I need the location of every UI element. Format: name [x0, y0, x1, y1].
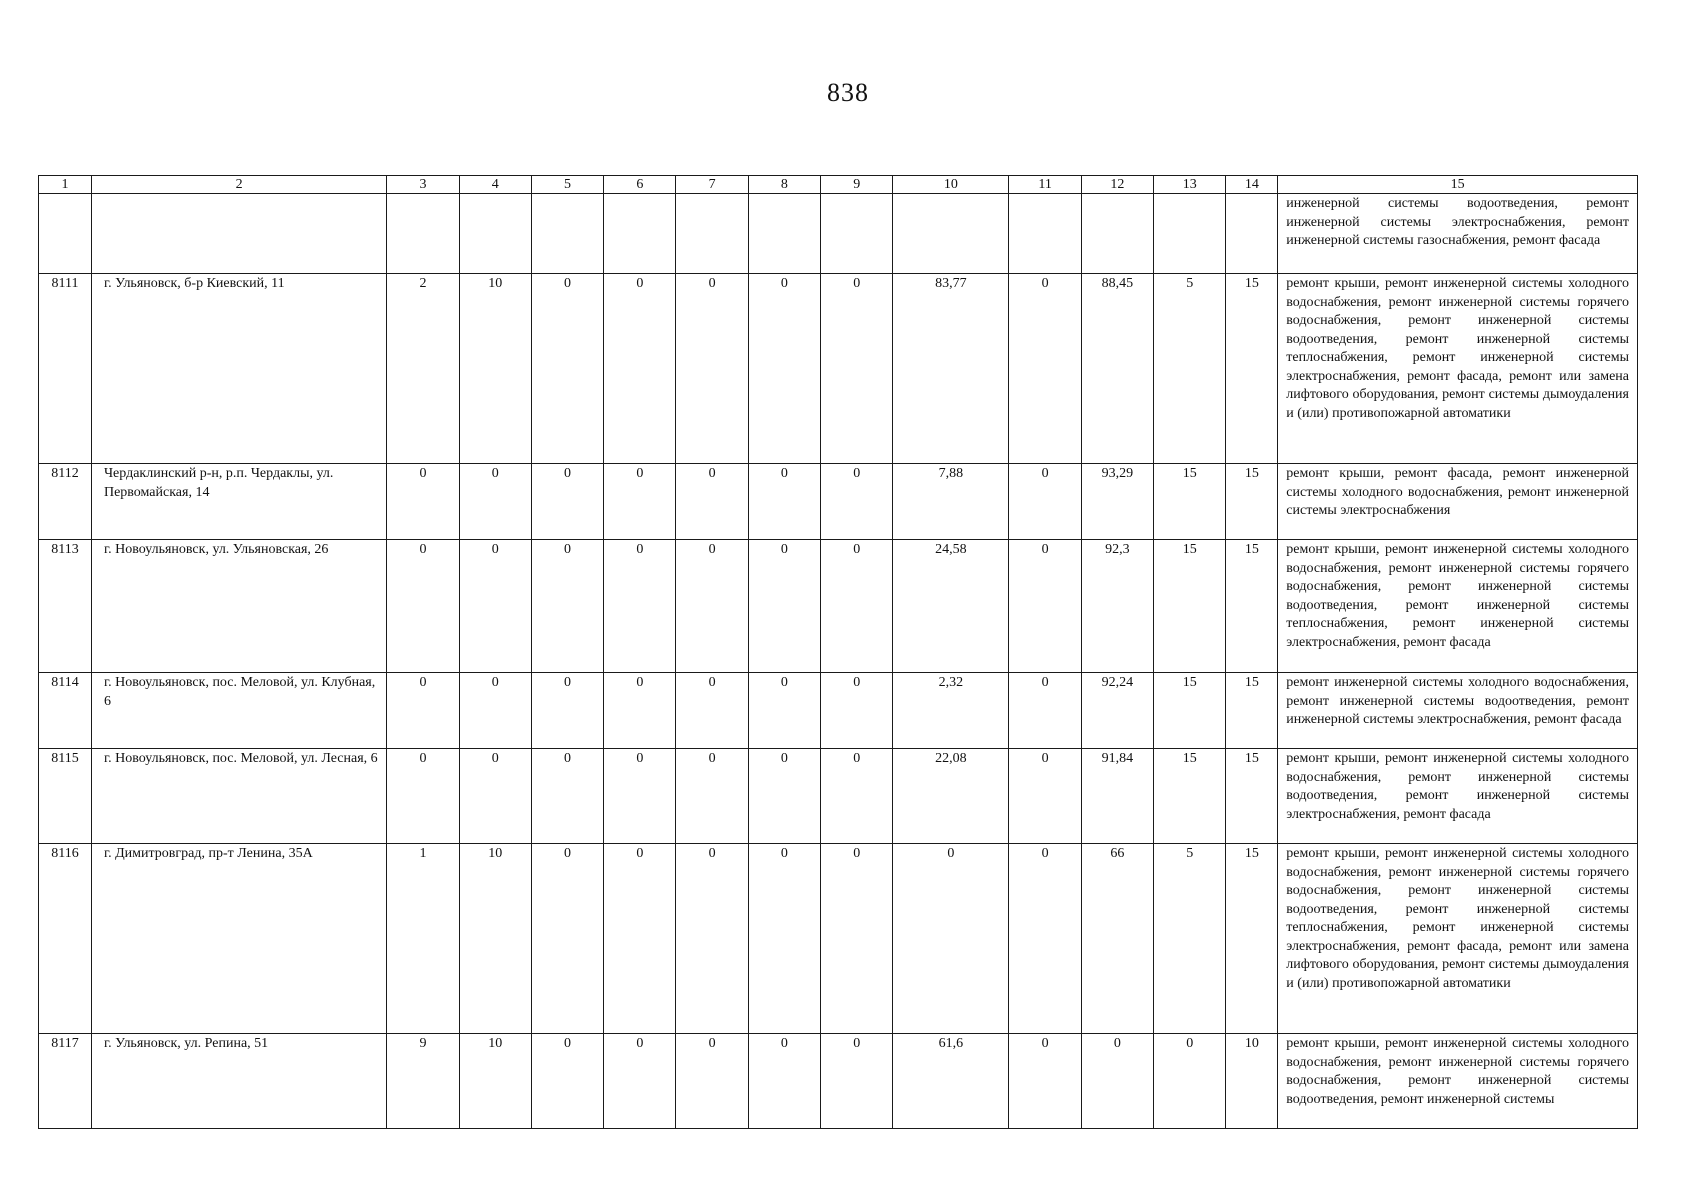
column-number-header: 15	[1278, 176, 1638, 194]
column-number-header: 8	[748, 176, 820, 194]
value-cell-col-13: 15	[1154, 673, 1226, 749]
repair-works-description-cell: ремонт крыши, ремонт инженерной системы холодного водоснабжения, ремонт инженерной системы горячего водоснабжения, ремонт инженерной системы водоотведения, ремонт инженерной системы теплоснабжения, ремонт инженерной системы электроснабжения, ремонт фасада	[1278, 540, 1638, 673]
value-cell-col-8: 0	[748, 749, 820, 844]
repair-program-table	[38, 175, 1638, 1129]
value-cell-col-7	[676, 194, 748, 274]
table-row	[39, 673, 1638, 749]
address-cell: г. Новоульяновск, пос. Меловой, ул. Лесная, 6	[91, 749, 386, 844]
column-number-header: 5	[531, 176, 603, 194]
value-cell-col-3	[387, 194, 459, 274]
table-row	[39, 194, 1638, 274]
value-cell-col-6: 0	[604, 673, 676, 749]
value-cell-col-14	[1226, 194, 1278, 274]
repair-works-description-cell: ремонт крыши, ремонт фасада, ремонт инженерной системы холодного водоснабжения, ремонт инженерной системы электроснабжения	[1278, 464, 1638, 540]
value-cell-col-6	[604, 194, 676, 274]
repair-works-description-cell: ремонт крыши, ремонт инженерной системы холодного водоснабжения, ремонт инженерной системы горячего водоснабжения, ремонт инженерной системы водоотведения, ремонт инженерной системы теплоснабжения, ремонт инженерной системы электроснабжения, ремонт фасада, ремонт или замена лифтового оборудования, ремонт системы дымоудаления и (или) противопожарной автоматики	[1278, 274, 1638, 464]
value-cell-col-6: 0	[604, 540, 676, 673]
value-cell-col-3: 0	[387, 464, 459, 540]
value-cell-col-6: 0	[604, 749, 676, 844]
value-cell-col-10: 22,08	[893, 749, 1009, 844]
value-cell-col-5	[531, 194, 603, 274]
column-number-header: 4	[459, 176, 531, 194]
value-cell-col-8: 0	[748, 1034, 820, 1129]
value-cell-col-5: 0	[531, 540, 603, 673]
address-cell: г. Новоульяновск, ул. Ульяновская, 26	[91, 540, 386, 673]
row-id-cell: 8111	[39, 274, 92, 464]
value-cell-col-10: 61,6	[893, 1034, 1009, 1129]
value-cell-col-13: 5	[1154, 274, 1226, 464]
column-number-header: 11	[1009, 176, 1081, 194]
value-cell-col-8: 0	[748, 274, 820, 464]
column-number-header: 12	[1081, 176, 1153, 194]
column-number-header: 9	[821, 176, 893, 194]
value-cell-col-9: 0	[821, 1034, 893, 1129]
value-cell-col-4: 10	[459, 1034, 531, 1129]
address-cell: Чердаклинский р-н, р.п. Чердаклы, ул. Первомайская, 14	[91, 464, 386, 540]
value-cell-col-7: 0	[676, 1034, 748, 1129]
value-cell-col-14: 15	[1226, 274, 1278, 464]
value-cell-col-11: 0	[1009, 274, 1081, 464]
table-row	[39, 749, 1638, 844]
value-cell-col-4	[459, 194, 531, 274]
value-cell-col-11: 0	[1009, 1034, 1081, 1129]
value-cell-col-13: 15	[1154, 540, 1226, 673]
row-id-cell: 8117	[39, 1034, 92, 1129]
value-cell-col-12: 66	[1081, 844, 1153, 1034]
value-cell-col-14: 15	[1226, 844, 1278, 1034]
row-id-cell: 8114	[39, 673, 92, 749]
value-cell-col-10: 7,88	[893, 464, 1009, 540]
value-cell-col-12: 88,45	[1081, 274, 1153, 464]
value-cell-col-3: 0	[387, 749, 459, 844]
value-cell-col-5: 0	[531, 673, 603, 749]
value-cell-col-9: 0	[821, 274, 893, 464]
value-cell-col-5: 0	[531, 844, 603, 1034]
value-cell-col-6: 0	[604, 464, 676, 540]
value-cell-col-12: 93,29	[1081, 464, 1153, 540]
address-cell: г. Ульяновск, ул. Репина, 51	[91, 1034, 386, 1129]
value-cell-col-12	[1081, 194, 1153, 274]
value-cell-col-8: 0	[748, 464, 820, 540]
address-cell	[91, 194, 386, 274]
value-cell-col-11: 0	[1009, 844, 1081, 1034]
value-cell-col-6: 0	[604, 274, 676, 464]
value-cell-col-9: 0	[821, 540, 893, 673]
row-id-cell: 8112	[39, 464, 92, 540]
value-cell-col-4: 0	[459, 673, 531, 749]
value-cell-col-8: 0	[748, 844, 820, 1034]
value-cell-col-14: 15	[1226, 673, 1278, 749]
table-row	[39, 844, 1638, 1034]
value-cell-col-13: 15	[1154, 749, 1226, 844]
value-cell-col-11: 0	[1009, 540, 1081, 673]
value-cell-col-6: 0	[604, 1034, 676, 1129]
repair-works-description-cell: ремонт крыши, ремонт инженерной системы холодного водоснабжения, ремонт инженерной системы горячего водоснабжения, ремонт инженерной системы водоотведения, ремонт инженерной системы	[1278, 1034, 1638, 1129]
column-number-header: 3	[387, 176, 459, 194]
row-id-cell: 8113	[39, 540, 92, 673]
value-cell-col-10: 0	[893, 844, 1009, 1034]
table-row	[39, 274, 1638, 464]
value-cell-col-4: 10	[459, 844, 531, 1034]
value-cell-col-7: 0	[676, 274, 748, 464]
column-number-header: 1	[39, 176, 92, 194]
value-cell-col-4: 0	[459, 540, 531, 673]
value-cell-col-12: 91,84	[1081, 749, 1153, 844]
address-cell: г. Новоульяновск, пос. Меловой, ул. Клубная, 6	[91, 673, 386, 749]
value-cell-col-14: 15	[1226, 749, 1278, 844]
value-cell-col-9: 0	[821, 749, 893, 844]
value-cell-col-4: 0	[459, 749, 531, 844]
value-cell-col-3: 0	[387, 673, 459, 749]
repair-works-description-cell: ремонт крыши, ремонт инженерной системы холодного водоснабжения, ремонт инженерной системы горячего водоснабжения, ремонт инженерной системы водоотведения, ремонт инженерной системы теплоснабжения, ремонт инженерной системы электроснабжения, ремонт фасада, ремонт или замена лифтового оборудования, ремонт системы дымоудаления и (или) противопожарной автоматики	[1278, 844, 1638, 1034]
value-cell-col-5: 0	[531, 274, 603, 464]
column-number-header: 7	[676, 176, 748, 194]
table-row	[39, 540, 1638, 673]
value-cell-col-13: 15	[1154, 464, 1226, 540]
value-cell-col-11	[1009, 194, 1081, 274]
column-number-header: 14	[1226, 176, 1278, 194]
value-cell-col-3: 9	[387, 1034, 459, 1129]
value-cell-col-9: 0	[821, 844, 893, 1034]
column-number-header-row	[39, 176, 1638, 194]
value-cell-col-10: 2,32	[893, 673, 1009, 749]
value-cell-col-5: 0	[531, 749, 603, 844]
value-cell-col-3: 0	[387, 540, 459, 673]
value-cell-col-9: 0	[821, 464, 893, 540]
value-cell-col-9	[821, 194, 893, 274]
repair-works-description-cell: ремонт инженерной системы холодного водоснабжения, ремонт инженерной системы водоотведения, ремонт инженерной системы электроснабжения, ремонт фасада	[1278, 673, 1638, 749]
value-cell-col-12: 0	[1081, 1034, 1153, 1129]
row-id-cell: 8116	[39, 844, 92, 1034]
value-cell-col-9: 0	[821, 673, 893, 749]
value-cell-col-10: 83,77	[893, 274, 1009, 464]
value-cell-col-3: 2	[387, 274, 459, 464]
value-cell-col-4: 0	[459, 464, 531, 540]
value-cell-col-7: 0	[676, 749, 748, 844]
address-cell: г. Ульяновск, б-р Киевский, 11	[91, 274, 386, 464]
value-cell-col-7: 0	[676, 673, 748, 749]
table-row	[39, 464, 1638, 540]
value-cell-col-13: 0	[1154, 1034, 1226, 1129]
value-cell-col-7: 0	[676, 464, 748, 540]
page-number: 838	[827, 78, 869, 107]
column-number-header: 13	[1154, 176, 1226, 194]
column-number-header: 10	[893, 176, 1009, 194]
value-cell-col-10: 24,58	[893, 540, 1009, 673]
value-cell-col-11: 0	[1009, 749, 1081, 844]
value-cell-col-3: 1	[387, 844, 459, 1034]
value-cell-col-10	[893, 194, 1009, 274]
value-cell-col-14: 15	[1226, 540, 1278, 673]
repair-works-description-cell: ремонт крыши, ремонт инженерной системы холодного водоснабжения, ремонт инженерной системы водоотведения, ремонт инженерной системы электроснабжения, ремонт фасада	[1278, 749, 1638, 844]
value-cell-col-13: 5	[1154, 844, 1226, 1034]
value-cell-col-5: 0	[531, 1034, 603, 1129]
value-cell-col-8: 0	[748, 673, 820, 749]
value-cell-col-13	[1154, 194, 1226, 274]
value-cell-col-6: 0	[604, 844, 676, 1034]
value-cell-col-12: 92,3	[1081, 540, 1153, 673]
value-cell-col-12: 92,24	[1081, 673, 1153, 749]
value-cell-col-5: 0	[531, 464, 603, 540]
value-cell-col-11: 0	[1009, 673, 1081, 749]
column-number-header: 2	[91, 176, 386, 194]
value-cell-col-8	[748, 194, 820, 274]
row-id-cell: 8115	[39, 749, 92, 844]
value-cell-col-14: 10	[1226, 1034, 1278, 1129]
value-cell-col-4: 10	[459, 274, 531, 464]
value-cell-col-8: 0	[748, 540, 820, 673]
value-cell-col-7: 0	[676, 844, 748, 1034]
column-number-header: 6	[604, 176, 676, 194]
repair-works-description-cell: инженерной системы водоотведения, ремонт инженерной системы электроснабжения, ремонт инженерной системы газоснабжения, ремонт фасада	[1278, 194, 1638, 274]
value-cell-col-11: 0	[1009, 464, 1081, 540]
row-id-cell	[39, 194, 92, 274]
value-cell-col-7: 0	[676, 540, 748, 673]
value-cell-col-14: 15	[1226, 464, 1278, 540]
table-row	[39, 1034, 1638, 1129]
address-cell: г. Димитровград, пр-т Ленина, 35А	[91, 844, 386, 1034]
